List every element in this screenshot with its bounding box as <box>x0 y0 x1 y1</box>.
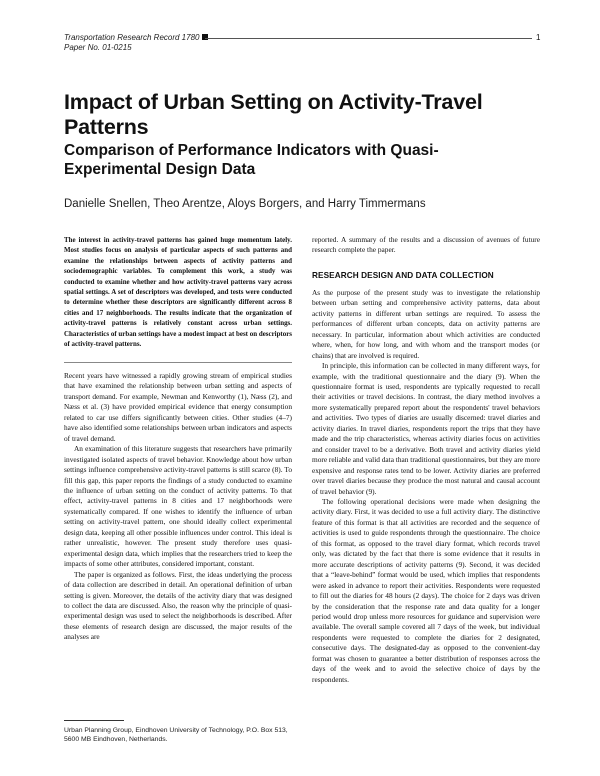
body-paragraph: An examination of this literature suggests that researchers have primarily investigated isolated aspects of travel behavior. Knowledge about how urban settings influence comprehensive activity-travel patterns is still scarce (8). To fill this gap, this paper reports the findings of a study conducted to examine the influence of urban setting on the conduct of activity patterns. To that effect, activity-travel patterns in 8 cities and 17 neighborhoods were systematically compared. If one wishes to identify the influence of urban setting on activity-travel pattern, one should ideally collect experimental design data, keeping all other possible influences under control. This ideal is rather unrealistic, however. The present study therefore uses quasi-experimental design data, which implies that the researchers tried to keep the impacts of some other attributes, considered important, constant. <box>64 444 292 569</box>
footnote-rule <box>64 720 124 721</box>
paper-subtitle: Comparison of Performance Indicators with Quasi-Experimental Design Data <box>64 142 439 178</box>
left-column <box>64 371 292 643</box>
body-paragraph: Recent years have witnessed a rapidly growing stream of empirical studies that have examined the relationship between urban setting and aspects of transport demand. For example, Newman and Kenworthy (1), Næss (2), and Næss et al. (3) have provided empirical evidence that energy consumption related to car use differs significantly between cities. Other studies (4–7) have also identified some relationships between urban indicators and aspects of travel demand. <box>64 371 292 443</box>
section-heading: RESEARCH DESIGN AND DATA COLLECTION <box>312 270 494 280</box>
square-marker-icon <box>202 34 208 40</box>
body-paragraph: In principle, this information can be collected in many different ways, for example, with the traditional questionnaire and the diary (9). When the questionnaire format is used, respondents are typically requested to recall their activities or travel decisions. In contrast, the diary method involves a more systematically prepared report about the respondents' travel behaviors and activities. Two types of diaries are usually discerned: travel diaries and activity diaries. In travel diaries, respondents report the trips that they have made and the trip characteristics, whereas activity diaries focus on activities and consider travel to be a derivative. Both travel and activity diaries yield more reliable and valid data than traditional questionnaires, but they are more expensive and response rates tend to be lower. Activity diaries are preferred over travel diaries because they produce the most natural and causal account of travel behavior (9). <box>312 361 540 496</box>
paper-title: Impact of Urban Setting on Activity-Travel Patterns <box>64 90 483 139</box>
running-head <box>64 33 208 53</box>
paper-number: Paper No. 01-0215 <box>64 43 132 52</box>
journal-name: Transportation Research Record 1780 <box>64 33 208 43</box>
abstract-divider <box>64 362 292 363</box>
abstract <box>64 235 292 349</box>
author-affiliation-footnote: Urban Planning Group, Eindhoven University of Technology, P.O. Box 513, 5600 MB Eindhoven, Netherlands. <box>64 727 288 744</box>
header-rule <box>205 38 532 39</box>
abstract-text: The interest in activity-travel patterns has gained huge momentum lately. Most studies focus on analysis of particular aspects of such patterns and examine the relationships between aspects of activity patterns and sociodemographic variables. To complement this work, a study was conducted to examine whether and how activity-travel patterns vary across spatial settings. A set of descriptors was developed, and tests were conducted to determine whether these descriptors are significantly different across 8 cities and 17 neighborhoods. The results indicate that the organization of activity-travel patterns is relatively constant across urban settings. Characteristics of urban settings have a modest impact at best on descriptors of activity-travel patterns. <box>64 236 292 349</box>
body-paragraph: As the purpose of the present study was to investigate the relationship between urban setting and comprehensive activity patterns, data about activity patterns in different urban settings are required. To assess the performances of different urban concepts, data on activity patterns are necessary. In particular, information about which activities are conducted where, when, for how long, and with whom and the transport modes (or chains) that are involved is required. <box>312 287 540 360</box>
body-paragraph: The following operational decisions were made when designing the activity diary. First, it was decided to use a full activity diary. The distinctive feature of this format is that all activities are recorded and the sequence of activities is used to guide respondents through the questionnaire. The choice of this format, as opposed to the travel diary format, which records travel only, was dictated by the fact that there is some evidence that it results in more accurate descriptions of activity patterns (9). Second, it was decided that a “leave-behind” format would be used, which implies that respondents were asked in advance to report their activities. Respondents were requested to fill out the diaries for 48 hours (2 days). The choice for 2 days was driven by the consideration that the response rate and data quality for a longer period would drop unless more resources for guidance and supervision were available. The overall sample covered all 7 days of the week, but individual respondents were requested to complete the diaries for 2 designated, consecutive days. The designated-day as opposed to the convenient-day format was chosen to guarantee a better distribution of responses across the days of the week and to avoid the selective choice of days by the respondents. <box>312 496 540 684</box>
body-paragraph: The paper is organized as follows. First, the ideas underlying the process of data collection are described in detail. An operational definition of urban setting is given. Moreover, the details of the activity diary that was designed to collect the data are discussed. Also, the reason why the principle of quasi-experimental design was used to select the neighborhoods is described. After these elements of research design are discussed, the major results of the analyses are <box>64 569 292 642</box>
page-number: 1 <box>536 33 541 42</box>
right-column <box>312 235 540 685</box>
body-paragraph: reported. A summary of the results and a discussion of avenues of future research complete the paper. <box>312 235 540 255</box>
author-list: Danielle Snellen, Theo Arentze, Aloys Borgers, and Harry Timmermans <box>64 198 426 210</box>
